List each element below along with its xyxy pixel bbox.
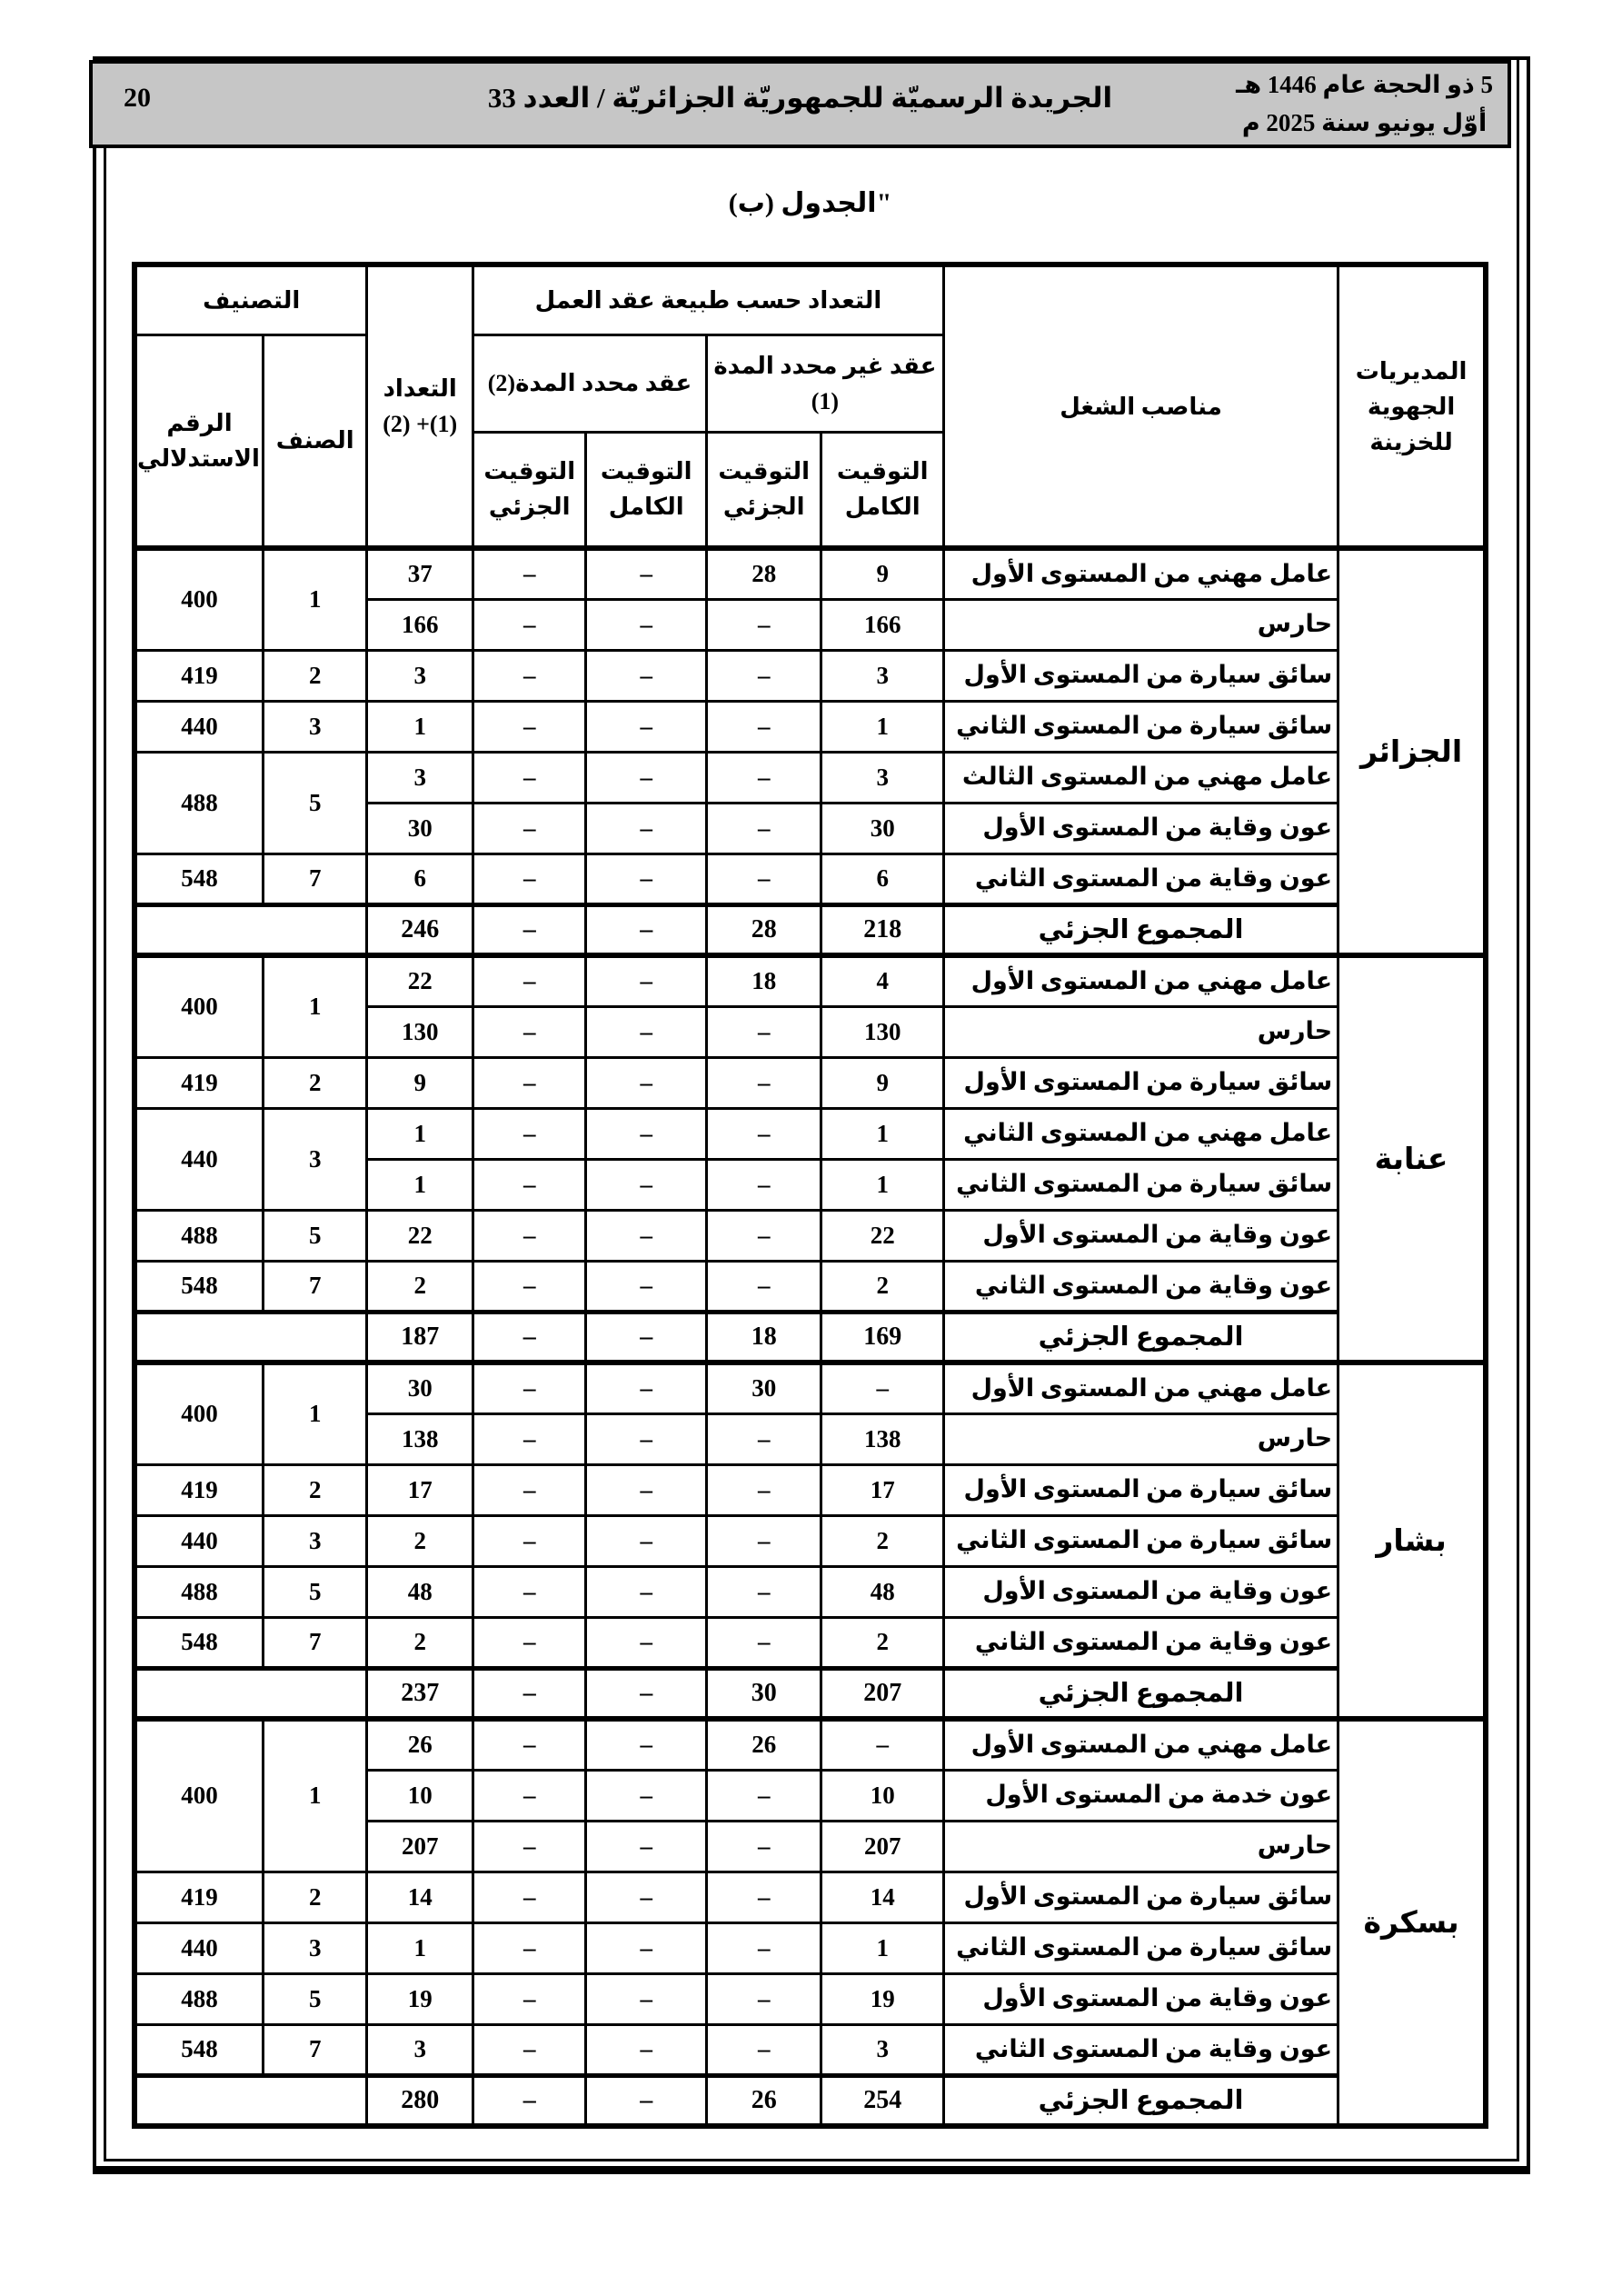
subtotal-count-cell: 218 bbox=[821, 904, 943, 955]
count-cell: – bbox=[706, 1006, 821, 1057]
count-cell: – bbox=[821, 1363, 943, 1413]
count-cell: 14 bbox=[821, 1872, 943, 1922]
job-row bbox=[134, 1617, 1486, 1668]
count-cell: 3 bbox=[367, 2024, 473, 2075]
subtotal-count-cell: 246 bbox=[367, 904, 473, 955]
subtotal-count-cell: – bbox=[586, 1312, 706, 1363]
count-cell: – bbox=[473, 1719, 586, 1770]
header-open-contract: عقد غير محدد المدة (1) bbox=[706, 334, 943, 432]
count-cell: – bbox=[473, 2024, 586, 2075]
job-title-cell: عون وقاية من المستوى الأول bbox=[943, 1210, 1338, 1261]
subtotal-count-cell: – bbox=[473, 1312, 586, 1363]
count-cell: 1 bbox=[821, 1922, 943, 1973]
job-title-cell: عامل مهني من المستوى الأول bbox=[943, 1363, 1338, 1413]
count-cell: 1 bbox=[367, 701, 473, 752]
subtotal-count-cell: 207 bbox=[821, 1668, 943, 1719]
count-cell: 138 bbox=[367, 1413, 473, 1464]
count-cell: 2 bbox=[367, 1261, 473, 1312]
category-cell: 5 bbox=[263, 1973, 366, 2024]
subtotal-count-cell: 26 bbox=[706, 2075, 821, 2126]
count-cell: 3 bbox=[821, 650, 943, 701]
category-cell: 1 bbox=[263, 1719, 366, 1872]
index-number-cell: 419 bbox=[134, 1057, 263, 1108]
count-cell: 138 bbox=[821, 1413, 943, 1464]
job-row bbox=[134, 650, 1486, 701]
subtotal-row bbox=[134, 904, 1486, 955]
count-cell: 3 bbox=[367, 752, 473, 803]
count-cell: – bbox=[586, 1872, 706, 1922]
count-cell: – bbox=[586, 650, 706, 701]
job-row bbox=[134, 1566, 1486, 1617]
total-count-label: التعداد bbox=[383, 375, 457, 402]
count-cell: – bbox=[473, 701, 586, 752]
count-cell: 1 bbox=[821, 1159, 943, 1210]
count-cell: – bbox=[586, 599, 706, 650]
index-number-cell: 419 bbox=[134, 1464, 263, 1515]
count-cell: – bbox=[473, 1617, 586, 1668]
region-cell: بسكرة bbox=[1338, 1719, 1486, 2126]
count-cell: – bbox=[821, 1719, 943, 1770]
subtotal-count-cell: 18 bbox=[706, 1312, 821, 1363]
count-cell: 1 bbox=[367, 1108, 473, 1159]
count-cell: – bbox=[473, 548, 586, 599]
subtotal-count-cell: 254 bbox=[821, 2075, 943, 2126]
job-title-cell: عامل مهني من المستوى الأول bbox=[943, 955, 1338, 1006]
category-cell: 7 bbox=[263, 1261, 366, 1312]
count-cell: – bbox=[706, 1057, 821, 1108]
subtotal-count-cell: 169 bbox=[821, 1312, 943, 1363]
region-cell: عنابة bbox=[1338, 955, 1486, 1363]
index-number-cell: 419 bbox=[134, 650, 263, 701]
index-number-cell: 488 bbox=[134, 752, 263, 854]
job-row bbox=[134, 955, 1486, 1006]
count-cell: – bbox=[586, 854, 706, 904]
index-number-cell: 400 bbox=[134, 1719, 263, 1872]
count-cell: – bbox=[706, 1159, 821, 1210]
index-number-cell: 548 bbox=[134, 2024, 263, 2075]
index-number-cell: 400 bbox=[134, 1363, 263, 1464]
count-cell: 3 bbox=[821, 2024, 943, 2075]
count-cell: – bbox=[586, 1261, 706, 1312]
count-cell: 2 bbox=[367, 1515, 473, 1566]
job-title-cell: سائق سيارة من المستوى الأول bbox=[943, 1057, 1338, 1108]
count-cell: – bbox=[706, 1973, 821, 2024]
category-cell: 1 bbox=[263, 548, 366, 650]
count-cell: – bbox=[706, 701, 821, 752]
table-body bbox=[134, 548, 1486, 2126]
count-cell: 22 bbox=[367, 1210, 473, 1261]
count-cell: 14 bbox=[367, 1872, 473, 1922]
count-cell: – bbox=[706, 1261, 821, 1312]
header-directorates: المديريات الجهوية للخزينة bbox=[1338, 265, 1486, 548]
job-row bbox=[134, 701, 1486, 752]
job-row bbox=[134, 1363, 1486, 1413]
count-cell: 9 bbox=[821, 1057, 943, 1108]
index-number-cell: 548 bbox=[134, 1261, 263, 1312]
count-cell: – bbox=[706, 599, 821, 650]
count-cell: 4 bbox=[821, 955, 943, 1006]
count-cell: – bbox=[706, 1872, 821, 1922]
category-cell: 3 bbox=[263, 1108, 366, 1210]
job-title-cell: عون وقاية من المستوى الثاني bbox=[943, 854, 1338, 904]
count-cell: 3 bbox=[367, 650, 473, 701]
count-cell: – bbox=[473, 803, 586, 854]
index-number-cell: 400 bbox=[134, 548, 263, 650]
job-title-cell: عون وقاية من المستوى الأول bbox=[943, 1566, 1338, 1617]
count-cell: – bbox=[586, 1159, 706, 1210]
region-cell: الجزائر bbox=[1338, 548, 1486, 955]
count-cell: 30 bbox=[706, 1363, 821, 1413]
count-cell: – bbox=[586, 548, 706, 599]
count-cell: 3 bbox=[821, 752, 943, 803]
subtotal-label-cell: المجموع الجزئي bbox=[943, 1312, 1338, 1363]
subtotal-count-cell: – bbox=[473, 904, 586, 955]
count-cell: – bbox=[586, 1006, 706, 1057]
count-cell: 2 bbox=[821, 1515, 943, 1566]
count-cell: – bbox=[473, 1566, 586, 1617]
count-cell: 9 bbox=[821, 548, 943, 599]
count-cell: – bbox=[706, 1566, 821, 1617]
count-cell: 130 bbox=[367, 1006, 473, 1057]
subtotal-count-cell: – bbox=[473, 1668, 586, 1719]
count-cell: – bbox=[473, 854, 586, 904]
count-cell: 22 bbox=[367, 955, 473, 1006]
job-title-cell: عامل مهني من المستوى الأول bbox=[943, 548, 1338, 599]
category-cell: 5 bbox=[263, 752, 366, 854]
header-total-count bbox=[367, 265, 473, 548]
job-row bbox=[134, 1464, 1486, 1515]
job-title-cell: عامل مهني من المستوى الثالث bbox=[943, 752, 1338, 803]
job-row bbox=[134, 548, 1486, 599]
region-cell: بشار bbox=[1338, 1363, 1486, 1719]
count-cell: – bbox=[473, 1159, 586, 1210]
count-cell: 26 bbox=[706, 1719, 821, 1770]
subtotal-count-cell: 237 bbox=[367, 1668, 473, 1719]
job-title-cell: عون وقاية من المستوى الأول bbox=[943, 1973, 1338, 2024]
subtotal-empty-cell bbox=[134, 904, 367, 955]
subtotal-label-cell: المجموع الجزئي bbox=[943, 904, 1338, 955]
count-cell: – bbox=[706, 1515, 821, 1566]
count-cell: – bbox=[586, 2024, 706, 2075]
job-title-cell: حارس bbox=[943, 599, 1338, 650]
gregorian-date: أوّل يونيو سنة 2025 م bbox=[1241, 108, 1488, 136]
subtotal-empty-cell bbox=[134, 2075, 367, 2126]
subtotal-row bbox=[134, 1668, 1486, 1719]
job-title-cell: سائق سيارة من المستوى الثاني bbox=[943, 1922, 1338, 1973]
count-cell: – bbox=[586, 701, 706, 752]
category-cell: 2 bbox=[263, 1057, 366, 1108]
count-cell: 26 bbox=[367, 1719, 473, 1770]
count-cell: – bbox=[706, 803, 821, 854]
table-header bbox=[134, 265, 1486, 548]
count-cell: 10 bbox=[821, 1770, 943, 1821]
job-title-cell: عون وقاية من المستوى الثاني bbox=[943, 1261, 1338, 1312]
category-cell: 2 bbox=[263, 1872, 366, 1922]
count-cell: – bbox=[586, 1413, 706, 1464]
subtotal-count-cell: – bbox=[586, 2075, 706, 2126]
count-cell: 48 bbox=[367, 1566, 473, 1617]
count-cell: – bbox=[473, 1515, 586, 1566]
job-row bbox=[134, 2024, 1486, 2075]
index-number-cell: 440 bbox=[134, 1515, 263, 1566]
count-cell: – bbox=[473, 1006, 586, 1057]
count-cell: 28 bbox=[706, 548, 821, 599]
count-cell: – bbox=[586, 1108, 706, 1159]
count-cell: – bbox=[706, 650, 821, 701]
count-cell: – bbox=[473, 1922, 586, 1973]
header-fixed-part-time: التوقيت الجزئي bbox=[473, 432, 586, 548]
job-title-cell: عون خدمة من المستوى الأول bbox=[943, 1770, 1338, 1821]
count-cell: 1 bbox=[821, 701, 943, 752]
category-cell: 5 bbox=[263, 1210, 366, 1261]
count-cell: 19 bbox=[367, 1973, 473, 2024]
category-cell: 2 bbox=[263, 1464, 366, 1515]
category-cell: 7 bbox=[263, 1617, 366, 1668]
count-cell: – bbox=[706, 1617, 821, 1668]
index-number-cell: 488 bbox=[134, 1973, 263, 2024]
job-row bbox=[134, 1210, 1486, 1261]
count-cell: – bbox=[706, 1770, 821, 1821]
job-title-cell: سائق سيارة من المستوى الثاني bbox=[943, 701, 1338, 752]
count-cell: – bbox=[706, 1464, 821, 1515]
count-cell: 22 bbox=[821, 1210, 943, 1261]
category-cell: 1 bbox=[263, 1363, 366, 1464]
job-title-cell: عون وقاية من المستوى الثاني bbox=[943, 2024, 1338, 2075]
job-row bbox=[134, 1108, 1486, 1159]
subtotal-count-cell: 28 bbox=[706, 904, 821, 955]
count-cell: – bbox=[586, 752, 706, 803]
count-cell: – bbox=[706, 1922, 821, 1973]
count-cell: – bbox=[473, 1413, 586, 1464]
subtotal-count-cell: – bbox=[586, 1668, 706, 1719]
journal-header-band bbox=[89, 60, 1511, 148]
job-row bbox=[134, 1515, 1486, 1566]
count-cell: 2 bbox=[367, 1617, 473, 1668]
index-number-cell: 419 bbox=[134, 1872, 263, 1922]
count-cell: – bbox=[586, 1617, 706, 1668]
subtotal-empty-cell bbox=[134, 1668, 367, 1719]
count-cell: – bbox=[706, 2024, 821, 2075]
count-cell: 1 bbox=[367, 1159, 473, 1210]
header-category: الصنف bbox=[263, 334, 366, 548]
total-count-formula: (2) +(1) bbox=[383, 411, 458, 437]
job-row bbox=[134, 1872, 1486, 1922]
count-cell: – bbox=[473, 752, 586, 803]
job-title-cell: سائق سيارة من المستوى الأول bbox=[943, 650, 1338, 701]
header-job-positions: مناصب الشغل bbox=[943, 265, 1338, 548]
page-number: 20 bbox=[124, 82, 151, 113]
job-row bbox=[134, 1719, 1486, 1770]
count-cell: – bbox=[586, 803, 706, 854]
count-cell: – bbox=[586, 1922, 706, 1973]
subtotal-label-cell: المجموع الجزئي bbox=[943, 1668, 1338, 1719]
job-title-cell: حارس bbox=[943, 1821, 1338, 1872]
staffing-table bbox=[132, 262, 1488, 2129]
job-row bbox=[134, 1922, 1486, 1973]
index-number-cell: 440 bbox=[134, 1108, 263, 1210]
count-cell: 207 bbox=[367, 1821, 473, 1872]
job-row bbox=[134, 752, 1486, 803]
category-cell: 2 bbox=[263, 650, 366, 701]
count-cell: – bbox=[473, 1872, 586, 1922]
count-cell: – bbox=[473, 955, 586, 1006]
subtotal-count-cell: – bbox=[473, 2075, 586, 2126]
count-cell: 130 bbox=[821, 1006, 943, 1057]
count-cell: – bbox=[473, 599, 586, 650]
subtotal-label-cell: المجموع الجزئي bbox=[943, 2075, 1338, 2126]
job-title-cell: حارس bbox=[943, 1006, 1338, 1057]
count-cell: – bbox=[586, 1719, 706, 1770]
index-number-cell: 440 bbox=[134, 1922, 263, 1973]
index-number-cell: 488 bbox=[134, 1566, 263, 1617]
category-cell: 3 bbox=[263, 701, 366, 752]
count-cell: 2 bbox=[821, 1261, 943, 1312]
count-cell: 10 bbox=[367, 1770, 473, 1821]
subtotal-count-cell: – bbox=[586, 904, 706, 955]
category-cell: 1 bbox=[263, 955, 366, 1057]
count-cell: – bbox=[586, 1464, 706, 1515]
index-number-cell: 400 bbox=[134, 955, 263, 1057]
job-row bbox=[134, 1261, 1486, 1312]
job-title-cell: سائق سيارة من المستوى الثاني bbox=[943, 1515, 1338, 1566]
job-row bbox=[134, 854, 1486, 904]
count-cell: – bbox=[586, 955, 706, 1006]
header-index-number: الرقم الاستدلالي bbox=[134, 334, 263, 548]
count-cell: – bbox=[706, 1108, 821, 1159]
index-number-cell: 548 bbox=[134, 854, 263, 904]
count-cell: – bbox=[586, 1770, 706, 1821]
count-cell: – bbox=[706, 1210, 821, 1261]
header-open-full-time: التوقيت الكامل bbox=[821, 432, 943, 548]
job-title-cell: سائق سيارة من المستوى الأول bbox=[943, 1872, 1338, 1922]
count-cell: – bbox=[473, 1770, 586, 1821]
job-title-cell: عامل مهني من المستوى الأول bbox=[943, 1719, 1338, 1770]
count-cell: 30 bbox=[367, 803, 473, 854]
job-title-cell: عون وقاية من المستوى الأول bbox=[943, 803, 1338, 854]
category-cell: 7 bbox=[263, 854, 366, 904]
count-cell: 2 bbox=[821, 1617, 943, 1668]
count-cell: 166 bbox=[367, 599, 473, 650]
index-number-cell: 548 bbox=[134, 1617, 263, 1668]
job-row bbox=[134, 1057, 1486, 1108]
category-cell: 3 bbox=[263, 1922, 366, 1973]
category-cell: 3 bbox=[263, 1515, 366, 1566]
count-cell: 30 bbox=[821, 803, 943, 854]
count-cell: – bbox=[586, 1515, 706, 1566]
count-cell: 1 bbox=[821, 1108, 943, 1159]
count-cell: 17 bbox=[367, 1464, 473, 1515]
count-cell: 1 bbox=[367, 1922, 473, 1973]
subtotal-row bbox=[134, 2075, 1486, 2126]
subtotal-count-cell: 187 bbox=[367, 1312, 473, 1363]
count-cell: – bbox=[706, 854, 821, 904]
count-cell: – bbox=[586, 1210, 706, 1261]
category-cell: 5 bbox=[263, 1566, 366, 1617]
count-cell: – bbox=[473, 1464, 586, 1515]
header-open-part-time: التوقيت الجزئي bbox=[706, 432, 821, 548]
count-cell: – bbox=[473, 1973, 586, 2024]
count-cell: – bbox=[473, 1261, 586, 1312]
count-cell: 9 bbox=[367, 1057, 473, 1108]
job-title-cell: سائق سيارة من المستوى الأول bbox=[943, 1464, 1338, 1515]
count-cell: – bbox=[586, 1363, 706, 1413]
count-cell: 30 bbox=[367, 1363, 473, 1413]
count-cell: – bbox=[586, 1973, 706, 2024]
count-cell: – bbox=[706, 1413, 821, 1464]
header-fixed-contract: عقد محدد المدة(2) bbox=[473, 334, 707, 432]
job-title-cell: عامل مهني من المستوى الثاني bbox=[943, 1108, 1338, 1159]
count-cell: – bbox=[586, 1057, 706, 1108]
count-cell: 18 bbox=[706, 955, 821, 1006]
count-cell: – bbox=[473, 1210, 586, 1261]
count-cell: – bbox=[706, 1821, 821, 1872]
count-cell: 37 bbox=[367, 548, 473, 599]
table-title: "الجدول (ب) bbox=[728, 188, 892, 218]
subtotal-row bbox=[134, 1312, 1486, 1363]
count-cell: – bbox=[473, 1363, 586, 1413]
count-cell: – bbox=[473, 1821, 586, 1872]
header-fixed-full-time: التوقيت الكامل bbox=[586, 432, 706, 548]
count-cell: – bbox=[706, 752, 821, 803]
subtotal-empty-cell bbox=[134, 1312, 367, 1363]
index-number-cell: 440 bbox=[134, 701, 263, 752]
issue-dates bbox=[1236, 64, 1493, 145]
subtotal-count-cell: 30 bbox=[706, 1668, 821, 1719]
count-cell: – bbox=[586, 1821, 706, 1872]
count-cell: 6 bbox=[821, 854, 943, 904]
count-cell: 17 bbox=[821, 1464, 943, 1515]
hijri-date: 5 ذو الحجة عام 1446 هـ bbox=[1236, 70, 1493, 98]
count-cell: – bbox=[473, 650, 586, 701]
count-cell: – bbox=[473, 1057, 586, 1108]
count-cell: 207 bbox=[821, 1821, 943, 1872]
job-title-cell: حارس bbox=[943, 1413, 1338, 1464]
count-cell: – bbox=[586, 1566, 706, 1617]
header-classification: التصنيف bbox=[134, 265, 367, 334]
job-title-cell: سائق سيارة من المستوى الثاني bbox=[943, 1159, 1338, 1210]
count-cell: 48 bbox=[821, 1566, 943, 1617]
journal-title: الجريدة الرسميّة للجمهوريّة الجزائريّة / العدد 33 bbox=[487, 81, 1113, 114]
job-row bbox=[134, 1973, 1486, 2024]
count-cell: 6 bbox=[367, 854, 473, 904]
job-title-cell: عون وقاية من المستوى الثاني bbox=[943, 1617, 1338, 1668]
count-cell: 19 bbox=[821, 1973, 943, 2024]
count-cell: – bbox=[473, 1108, 586, 1159]
subtotal-count-cell: 280 bbox=[367, 2075, 473, 2126]
header-count-by-contract: التعداد حسب طبيعة عقد العمل bbox=[473, 265, 944, 334]
count-cell: 166 bbox=[821, 599, 943, 650]
index-number-cell: 488 bbox=[134, 1210, 263, 1261]
category-cell: 7 bbox=[263, 2024, 366, 2075]
